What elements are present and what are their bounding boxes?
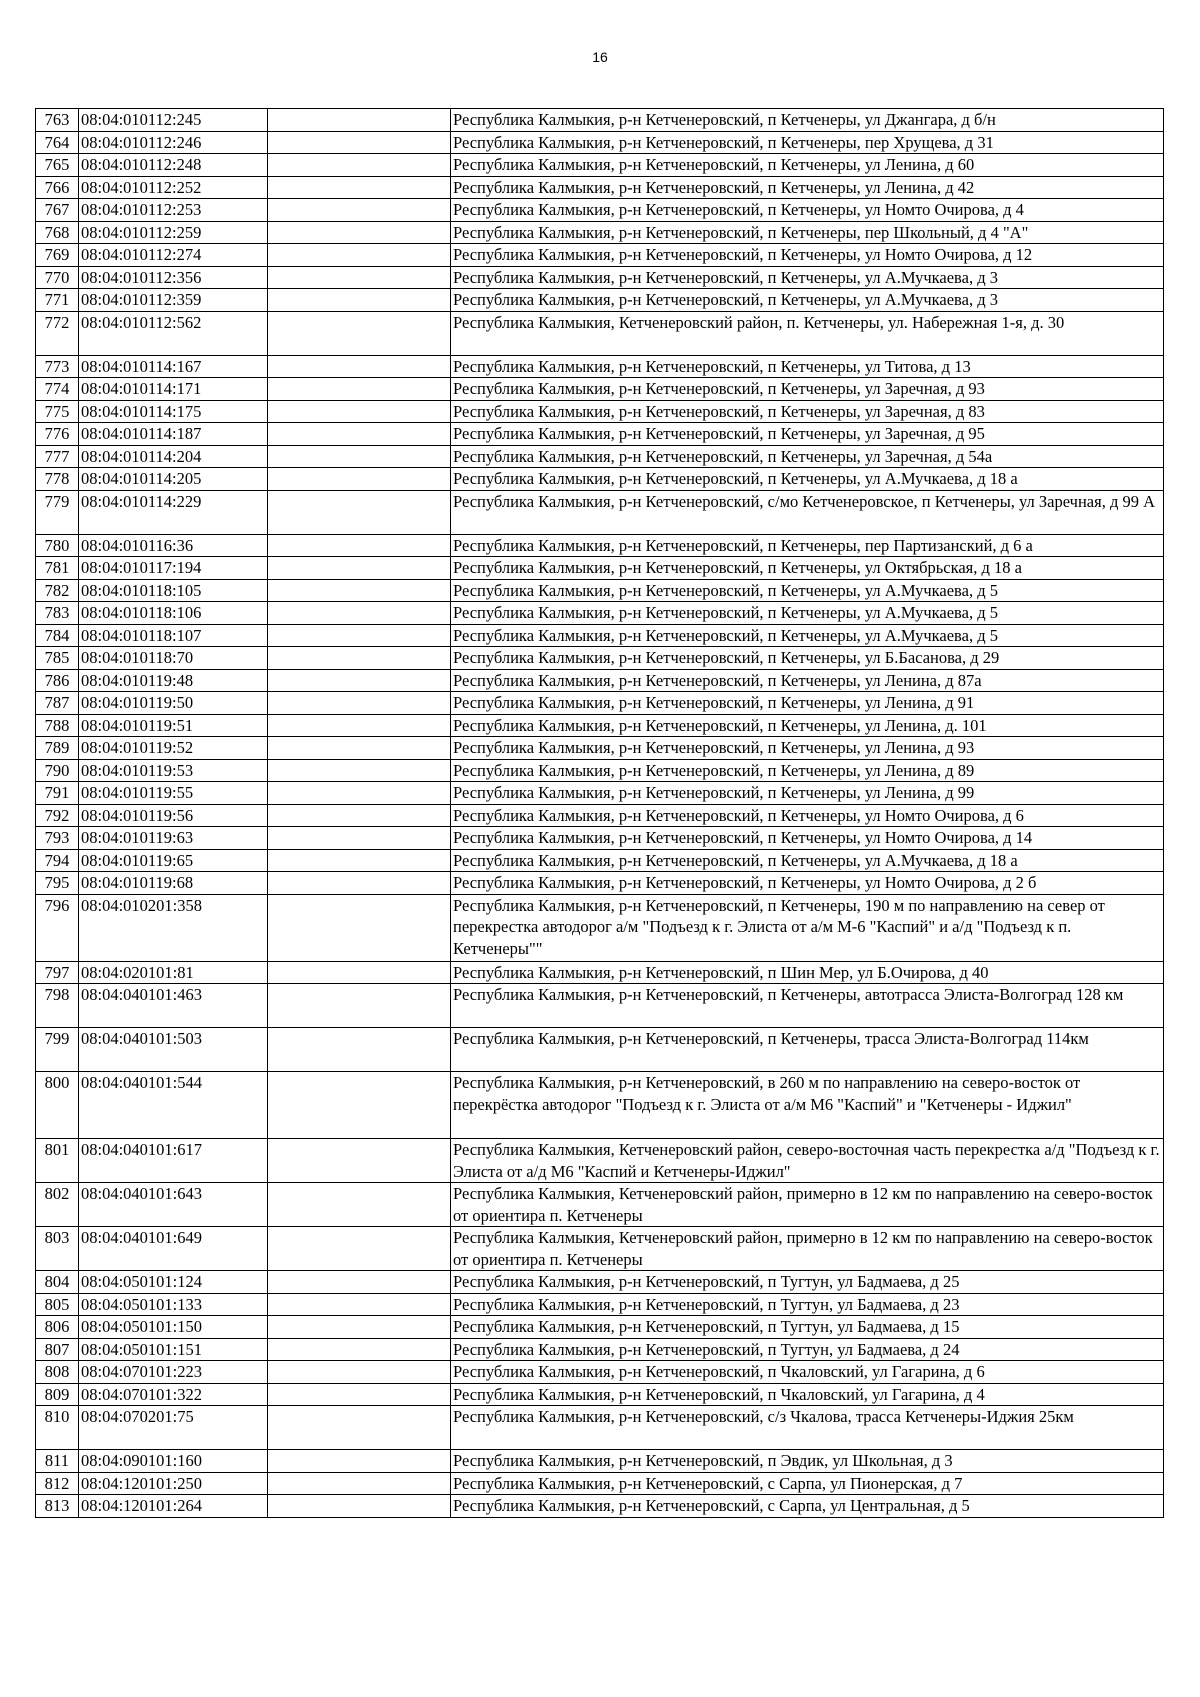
empty-cell: [268, 400, 451, 423]
table-row: [36, 1028, 1164, 1072]
empty-cell: [268, 311, 451, 355]
row-number-cell: 791: [36, 782, 79, 805]
empty-cell: [268, 154, 451, 177]
address-cell: Республика Калмыкия, р-н Кетченеровский, п Кетченеры, ул Заречная, д 83: [451, 400, 1164, 423]
table-row: [36, 647, 1164, 670]
table-row: [36, 490, 1164, 534]
address-cell: Республика Калмыкия, Кетченеровский район, п. Кетченеры, ул. Набережная 1-я, д. 30: [451, 311, 1164, 355]
table-row: [36, 961, 1164, 984]
address-cell: Республика Калмыкия, р-н Кетченеровский, п Тугтун, ул Бадмаева, д 24: [451, 1338, 1164, 1361]
row-number-cell: 767: [36, 199, 79, 222]
empty-cell: [268, 109, 451, 132]
address-cell: Республика Калмыкия, р-н Кетченеровский, п Кетченеры, ул Титова, д 13: [451, 355, 1164, 378]
cadastral-number-cell: 08:04:120101:264: [79, 1495, 268, 1518]
cadastral-table: [35, 108, 1164, 1518]
empty-cell: [268, 1139, 451, 1183]
table-row: [36, 468, 1164, 491]
table-row: [36, 355, 1164, 378]
cadastral-number-cell: 08:04:050101:150: [79, 1316, 268, 1339]
address-cell: Республика Калмыкия, р-н Кетченеровский, в 260 м по направлению на северо-восток от перекрёстка автодорог "Подъезд к г. Элиста от а/м М6 "Каспий" и "Кетченеры - Иджил": [451, 1072, 1164, 1139]
cadastral-number-cell: 08:04:010119:63: [79, 827, 268, 850]
address-cell: Республика Калмыкия, р-н Кетченеровский, п Кетченеры, пер Школьный, д 4 "А": [451, 221, 1164, 244]
empty-cell: [268, 221, 451, 244]
empty-cell: [268, 490, 451, 534]
page-number: 16: [592, 49, 608, 65]
cadastral-number-cell: 08:04:010118:105: [79, 579, 268, 602]
row-number-cell: 774: [36, 378, 79, 401]
cadastral-number-cell: 08:04:010114:204: [79, 445, 268, 468]
cadastral-table-body: [36, 109, 1164, 1518]
table-row: [36, 1450, 1164, 1473]
table-row: [36, 1338, 1164, 1361]
address-cell: Республика Калмыкия, р-н Кетченеровский, п Кетченеры, ул Б.Басанова, д 29: [451, 647, 1164, 670]
empty-cell: [268, 1472, 451, 1495]
empty-cell: [268, 423, 451, 446]
empty-cell: [268, 579, 451, 602]
empty-cell: [268, 445, 451, 468]
address-cell: Республика Калмыкия, р-н Кетченеровский, п Кетченеры, трасса Элиста-Волгоград 114км: [451, 1028, 1164, 1072]
cadastral-number-cell: 08:04:010112:252: [79, 176, 268, 199]
empty-cell: [268, 872, 451, 895]
table-row: [36, 423, 1164, 446]
table-row: [36, 984, 1164, 1028]
empty-cell: [268, 1227, 451, 1271]
address-cell: Республика Калмыкия, р-н Кетченеровский, п Кетченеры, ул Номто Очирова, д 2 б: [451, 872, 1164, 895]
table-row: [36, 109, 1164, 132]
row-number-cell: 775: [36, 400, 79, 423]
cadastral-number-cell: 08:04:010119:52: [79, 737, 268, 760]
row-number-cell: 778: [36, 468, 79, 491]
row-number-cell: 788: [36, 714, 79, 737]
empty-cell: [268, 176, 451, 199]
table-row: [36, 1383, 1164, 1406]
cadastral-number-cell: 08:04:010112:356: [79, 266, 268, 289]
table-row: [36, 154, 1164, 177]
empty-cell: [268, 1316, 451, 1339]
address-cell: Республика Калмыкия, Кетченеровский район, примерно в 12 км по направлению на северо-восток от ориентира п. Кетченеры: [451, 1183, 1164, 1227]
table-row: [36, 266, 1164, 289]
row-number-cell: 779: [36, 490, 79, 534]
table-row: [36, 1293, 1164, 1316]
cadastral-number-cell: 08:04:010114:175: [79, 400, 268, 423]
table-row: [36, 131, 1164, 154]
table-row: [36, 289, 1164, 312]
address-cell: Республика Калмыкия, р-н Кетченеровский, п Кетченеры, ул Ленина, д 99: [451, 782, 1164, 805]
address-cell: Республика Калмыкия, р-н Кетченеровский, п Кетченеры, ул Ленина, д 87а: [451, 669, 1164, 692]
cadastral-number-cell: 08:04:010112:248: [79, 154, 268, 177]
cadastral-number-cell: 08:04:040101:649: [79, 1227, 268, 1271]
cadastral-number-cell: 08:04:010112:245: [79, 109, 268, 132]
address-cell: Республика Калмыкия, р-н Кетченеровский, п Кетченеры, ул Октябрьская, д 18 а: [451, 557, 1164, 580]
address-cell: Республика Калмыкия, р-н Кетченеровский, п Кетченеры, ул Ленина, д 93: [451, 737, 1164, 760]
row-number-cell: 804: [36, 1271, 79, 1294]
row-number-cell: 780: [36, 534, 79, 557]
table-row: [36, 1139, 1164, 1183]
row-number-cell: 806: [36, 1316, 79, 1339]
cadastral-number-cell: 08:04:010112:359: [79, 289, 268, 312]
row-number-cell: 782: [36, 579, 79, 602]
row-number-cell: 765: [36, 154, 79, 177]
table-row: [36, 602, 1164, 625]
cadastral-number-cell: 08:04:070201:75: [79, 1406, 268, 1450]
address-cell: Республика Калмыкия, р-н Кетченеровский, п Кетченеры, автотрасса Элиста-Волгоград 128 км: [451, 984, 1164, 1028]
table-row: [36, 849, 1164, 872]
cadastral-number-cell: 08:04:010112:253: [79, 199, 268, 222]
address-cell: Республика Калмыкия, Кетченеровский район, примерно в 12 км по направлению на северо-восток от ориентира п. Кетченеры: [451, 1227, 1164, 1271]
cadastral-number-cell: 08:04:010117:194: [79, 557, 268, 580]
row-number-cell: 808: [36, 1361, 79, 1384]
cadastral-number-cell: 08:04:010116:36: [79, 534, 268, 557]
row-number-cell: 771: [36, 289, 79, 312]
address-cell: Республика Калмыкия, р-н Кетченеровский, п Кетченеры, ул Заречная, д 54а: [451, 445, 1164, 468]
cadastral-number-cell: 08:04:090101:160: [79, 1450, 268, 1473]
empty-cell: [268, 1271, 451, 1294]
row-number-cell: 799: [36, 1028, 79, 1072]
table-row: [36, 894, 1164, 961]
address-cell: Республика Калмыкия, р-н Кетченеровский, п Тугтун, ул Бадмаева, д 25: [451, 1271, 1164, 1294]
table-row: [36, 737, 1164, 760]
empty-cell: [268, 692, 451, 715]
empty-cell: [268, 1450, 451, 1473]
row-number-cell: 764: [36, 131, 79, 154]
address-cell: Республика Калмыкия, Кетченеровский район, северо-восточная часть перекрестка а/д "Подъезд к г. Элиста от а/д М6 "Каспий и Кетченеры-Иджил": [451, 1139, 1164, 1183]
empty-cell: [268, 647, 451, 670]
cadastral-number-cell: 08:04:010114:205: [79, 468, 268, 491]
row-number-cell: 795: [36, 872, 79, 895]
row-number-cell: 811: [36, 1450, 79, 1473]
table-row: [36, 244, 1164, 267]
empty-cell: [268, 827, 451, 850]
cadastral-number-cell: 08:04:050101:124: [79, 1271, 268, 1294]
empty-cell: [268, 1361, 451, 1384]
table-row: [36, 534, 1164, 557]
cadastral-number-cell: 08:04:040101:463: [79, 984, 268, 1028]
table-row: [36, 378, 1164, 401]
address-cell: Республика Калмыкия, р-н Кетченеровский, п Кетченеры, ул Заречная, д 95: [451, 423, 1164, 446]
cadastral-number-cell: 08:04:120101:250: [79, 1472, 268, 1495]
row-number-cell: 809: [36, 1383, 79, 1406]
address-cell: Республика Калмыкия, р-н Кетченеровский, п Кетченеры, ул Номто Очирова, д 4: [451, 199, 1164, 222]
table-row: [36, 1361, 1164, 1384]
row-number-cell: 800: [36, 1072, 79, 1139]
address-cell: Республика Калмыкия, р-н Кетченеровский, п Кетченеры, ул Номто Очирова, д 6: [451, 804, 1164, 827]
address-cell: Республика Калмыкия, р-н Кетченеровский, п Чкаловский, ул Гагарина, д 6: [451, 1361, 1164, 1384]
row-number-cell: 772: [36, 311, 79, 355]
cadastral-number-cell: 08:04:010112:259: [79, 221, 268, 244]
row-number-cell: 783: [36, 602, 79, 625]
address-cell: Республика Калмыкия, р-н Кетченеровский, п Кетченеры, ул Номто Очирова, д 12: [451, 244, 1164, 267]
row-number-cell: 776: [36, 423, 79, 446]
table-row: [36, 827, 1164, 850]
empty-cell: [268, 1495, 451, 1518]
empty-cell: [268, 1383, 451, 1406]
empty-cell: [268, 1072, 451, 1139]
table-row: [36, 1316, 1164, 1339]
empty-cell: [268, 1293, 451, 1316]
cadastral-number-cell: 08:04:050101:151: [79, 1338, 268, 1361]
table-row: [36, 445, 1164, 468]
address-cell: Республика Калмыкия, р-н Кетченеровский, с Сарпа, ул Пионерская, д 7: [451, 1472, 1164, 1495]
cadastral-number-cell: 08:04:050101:133: [79, 1293, 268, 1316]
cadastral-number-cell: 08:04:010119:65: [79, 849, 268, 872]
address-cell: Республика Калмыкия, р-н Кетченеровский, п Кетченеры, пер Хрущева, д 31: [451, 131, 1164, 154]
empty-cell: [268, 355, 451, 378]
cadastral-number-cell: 08:04:010118:70: [79, 647, 268, 670]
empty-cell: [268, 468, 451, 491]
address-cell: Республика Калмыкия, р-н Кетченеровский, п Кетченеры, ул А.Мучкаева, д 3: [451, 289, 1164, 312]
table-row: [36, 872, 1164, 895]
empty-cell: [268, 624, 451, 647]
table-row: [36, 1227, 1164, 1271]
empty-cell: [268, 266, 451, 289]
cadastral-number-cell: 08:04:010112:246: [79, 131, 268, 154]
row-number-cell: 797: [36, 961, 79, 984]
address-cell: Республика Калмыкия, р-н Кетченеровский, п Кетченеры, ул А.Мучкаева, д 5: [451, 579, 1164, 602]
empty-cell: [268, 894, 451, 961]
empty-cell: [268, 961, 451, 984]
row-number-cell: 773: [36, 355, 79, 378]
address-cell: Республика Калмыкия, р-н Кетченеровский, п Тугтун, ул Бадмаева, д 15: [451, 1316, 1164, 1339]
cadastral-number-cell: 08:04:040101:503: [79, 1028, 268, 1072]
empty-cell: [268, 804, 451, 827]
table-row: [36, 1406, 1164, 1450]
cadastral-number-cell: 08:04:040101:617: [79, 1139, 268, 1183]
row-number-cell: 805: [36, 1293, 79, 1316]
row-number-cell: 807: [36, 1338, 79, 1361]
address-cell: Республика Калмыкия, р-н Кетченеровский, п Кетченеры, ул А.Мучкаева, д 3: [451, 266, 1164, 289]
row-number-cell: 787: [36, 692, 79, 715]
cadastral-number-cell: 08:04:040101:544: [79, 1072, 268, 1139]
cadastral-number-cell: 08:04:010112:562: [79, 311, 268, 355]
row-number-cell: 784: [36, 624, 79, 647]
table-row: [36, 579, 1164, 602]
cadastral-number-cell: 08:04:010114:187: [79, 423, 268, 446]
empty-cell: [268, 244, 451, 267]
cadastral-number-cell: 08:04:010201:358: [79, 894, 268, 961]
row-number-cell: 763: [36, 109, 79, 132]
row-number-cell: 796: [36, 894, 79, 961]
address-cell: Республика Калмыкия, р-н Кетченеровский, п Кетченеры, пер Партизанский, д 6 а: [451, 534, 1164, 557]
cadastral-number-cell: 08:04:010119:50: [79, 692, 268, 715]
cadastral-number-cell: 08:04:010119:68: [79, 872, 268, 895]
address-cell: Республика Калмыкия, р-н Кетченеровский, п Тугтун, ул Бадмаева, д 23: [451, 1293, 1164, 1316]
cadastral-number-cell: 08:04:010118:106: [79, 602, 268, 625]
empty-cell: [268, 602, 451, 625]
address-cell: Республика Калмыкия, р-н Кетченеровский, п Кетченеры, ул Ленина, д 91: [451, 692, 1164, 715]
address-cell: Республика Калмыкия, р-н Кетченеровский, п Кетченеры, ул Ленина, д 42: [451, 176, 1164, 199]
address-cell: Республика Калмыкия, р-н Кетченеровский, п Кетченеры, ул Ленина, д. 101: [451, 714, 1164, 737]
cadastral-number-cell: 08:04:010119:56: [79, 804, 268, 827]
address-cell: Республика Калмыкия, р-н Кетченеровский, п Кетченеры, ул Заречная, д 93: [451, 378, 1164, 401]
row-number-cell: 801: [36, 1139, 79, 1183]
table-row: [36, 782, 1164, 805]
table-row: [36, 1072, 1164, 1139]
address-cell: Республика Калмыкия, р-н Кетченеровский, с/з Чкалова, трасса Кетченеры-Иджия 25км: [451, 1406, 1164, 1450]
cadastral-number-cell: 08:04:010119:55: [79, 782, 268, 805]
row-number-cell: 810: [36, 1406, 79, 1450]
empty-cell: [268, 782, 451, 805]
row-number-cell: 793: [36, 827, 79, 850]
table-row: [36, 624, 1164, 647]
address-cell: Республика Калмыкия, р-н Кетченеровский, п Эвдик, ул Школьная, д 3: [451, 1450, 1164, 1473]
cadastral-number-cell: 08:04:070101:322: [79, 1383, 268, 1406]
table-row: [36, 759, 1164, 782]
table-row: [36, 669, 1164, 692]
table-row: [36, 557, 1164, 580]
cadastral-number-cell: 08:04:010112:274: [79, 244, 268, 267]
table-row: [36, 804, 1164, 827]
cadastral-number-cell: 08:04:040101:643: [79, 1183, 268, 1227]
table-row: [36, 221, 1164, 244]
table-row: [36, 400, 1164, 423]
row-number-cell: 785: [36, 647, 79, 670]
cadastral-number-cell: 08:04:010119:48: [79, 669, 268, 692]
table-row: [36, 199, 1164, 222]
empty-cell: [268, 557, 451, 580]
cadastral-number-cell: 08:04:010119:51: [79, 714, 268, 737]
address-cell: Республика Калмыкия, р-н Кетченеровский, п Чкаловский, ул Гагарина, д 4: [451, 1383, 1164, 1406]
empty-cell: [268, 1338, 451, 1361]
table-row: [36, 714, 1164, 737]
empty-cell: [268, 714, 451, 737]
table-row: [36, 311, 1164, 355]
row-number-cell: 812: [36, 1472, 79, 1495]
empty-cell: [268, 289, 451, 312]
empty-cell: [268, 534, 451, 557]
row-number-cell: 802: [36, 1183, 79, 1227]
empty-cell: [268, 1183, 451, 1227]
address-cell: Республика Калмыкия, р-н Кетченеровский, п Кетченеры, ул Джангара, д б/н: [451, 109, 1164, 132]
empty-cell: [268, 1028, 451, 1072]
empty-cell: [268, 849, 451, 872]
row-number-cell: 790: [36, 759, 79, 782]
table-row: [36, 1472, 1164, 1495]
empty-cell: [268, 984, 451, 1028]
cadastral-number-cell: 08:04:010119:53: [79, 759, 268, 782]
address-cell: Республика Калмыкия, р-н Кетченеровский, п Кетченеры, ул Ленина, д 60: [451, 154, 1164, 177]
row-number-cell: 813: [36, 1495, 79, 1518]
row-number-cell: 766: [36, 176, 79, 199]
cadastral-number-cell: 08:04:010114:229: [79, 490, 268, 534]
address-cell: Республика Калмыкия, р-н Кетченеровский, п Кетченеры, ул А.Мучкаева, д 18 а: [451, 468, 1164, 491]
table-row: [36, 1183, 1164, 1227]
empty-cell: [268, 1406, 451, 1450]
empty-cell: [268, 131, 451, 154]
cadastral-number-cell: 08:04:010114:167: [79, 355, 268, 378]
row-number-cell: 768: [36, 221, 79, 244]
address-cell: Республика Калмыкия, р-н Кетченеровский, п Шин Мер, ул Б.Очирова, д 40: [451, 961, 1164, 984]
row-number-cell: 803: [36, 1227, 79, 1271]
row-number-cell: 794: [36, 849, 79, 872]
row-number-cell: 770: [36, 266, 79, 289]
row-number-cell: 789: [36, 737, 79, 760]
row-number-cell: 769: [36, 244, 79, 267]
table-row: [36, 1271, 1164, 1294]
table-row: [36, 176, 1164, 199]
empty-cell: [268, 737, 451, 760]
table-row: [36, 1495, 1164, 1518]
row-number-cell: 798: [36, 984, 79, 1028]
address-cell: Республика Калмыкия, р-н Кетченеровский, с Сарпа, ул Центральная, д 5: [451, 1495, 1164, 1518]
address-cell: Республика Калмыкия, р-н Кетченеровский, п Кетченеры, ул Номто Очирова, д 14: [451, 827, 1164, 850]
address-cell: Республика Калмыкия, р-н Кетченеровский, п Кетченеры, 190 м по направлению на север от перекрестка автодорог а/м "Подъезд к г. Элиста от а/м М-6 "Каспий" и а/д "Подъезд к п. Кетченеры"": [451, 894, 1164, 961]
row-number-cell: 792: [36, 804, 79, 827]
address-cell: Республика Калмыкия, р-н Кетченеровский, с/мо Кетченеровское, п Кетченеры, ул Заречная, д 99 А: [451, 490, 1164, 534]
row-number-cell: 786: [36, 669, 79, 692]
address-cell: Республика Калмыкия, р-н Кетченеровский, п Кетченеры, ул А.Мучкаева, д 5: [451, 602, 1164, 625]
empty-cell: [268, 759, 451, 782]
address-cell: Республика Калмыкия, р-н Кетченеровский, п Кетченеры, ул А.Мучкаева, д 18 а: [451, 849, 1164, 872]
empty-cell: [268, 378, 451, 401]
cadastral-number-cell: 08:04:020101:81: [79, 961, 268, 984]
cadastral-number-cell: 08:04:070101:223: [79, 1361, 268, 1384]
row-number-cell: 781: [36, 557, 79, 580]
empty-cell: [268, 199, 451, 222]
empty-cell: [268, 669, 451, 692]
address-cell: Республика Калмыкия, р-н Кетченеровский, п Кетченеры, ул А.Мучкаева, д 5: [451, 624, 1164, 647]
address-cell: Республика Калмыкия, р-н Кетченеровский, п Кетченеры, ул Ленина, д 89: [451, 759, 1164, 782]
row-number-cell: 777: [36, 445, 79, 468]
cadastral-number-cell: 08:04:010118:107: [79, 624, 268, 647]
table-row: [36, 692, 1164, 715]
cadastral-number-cell: 08:04:010114:171: [79, 378, 268, 401]
